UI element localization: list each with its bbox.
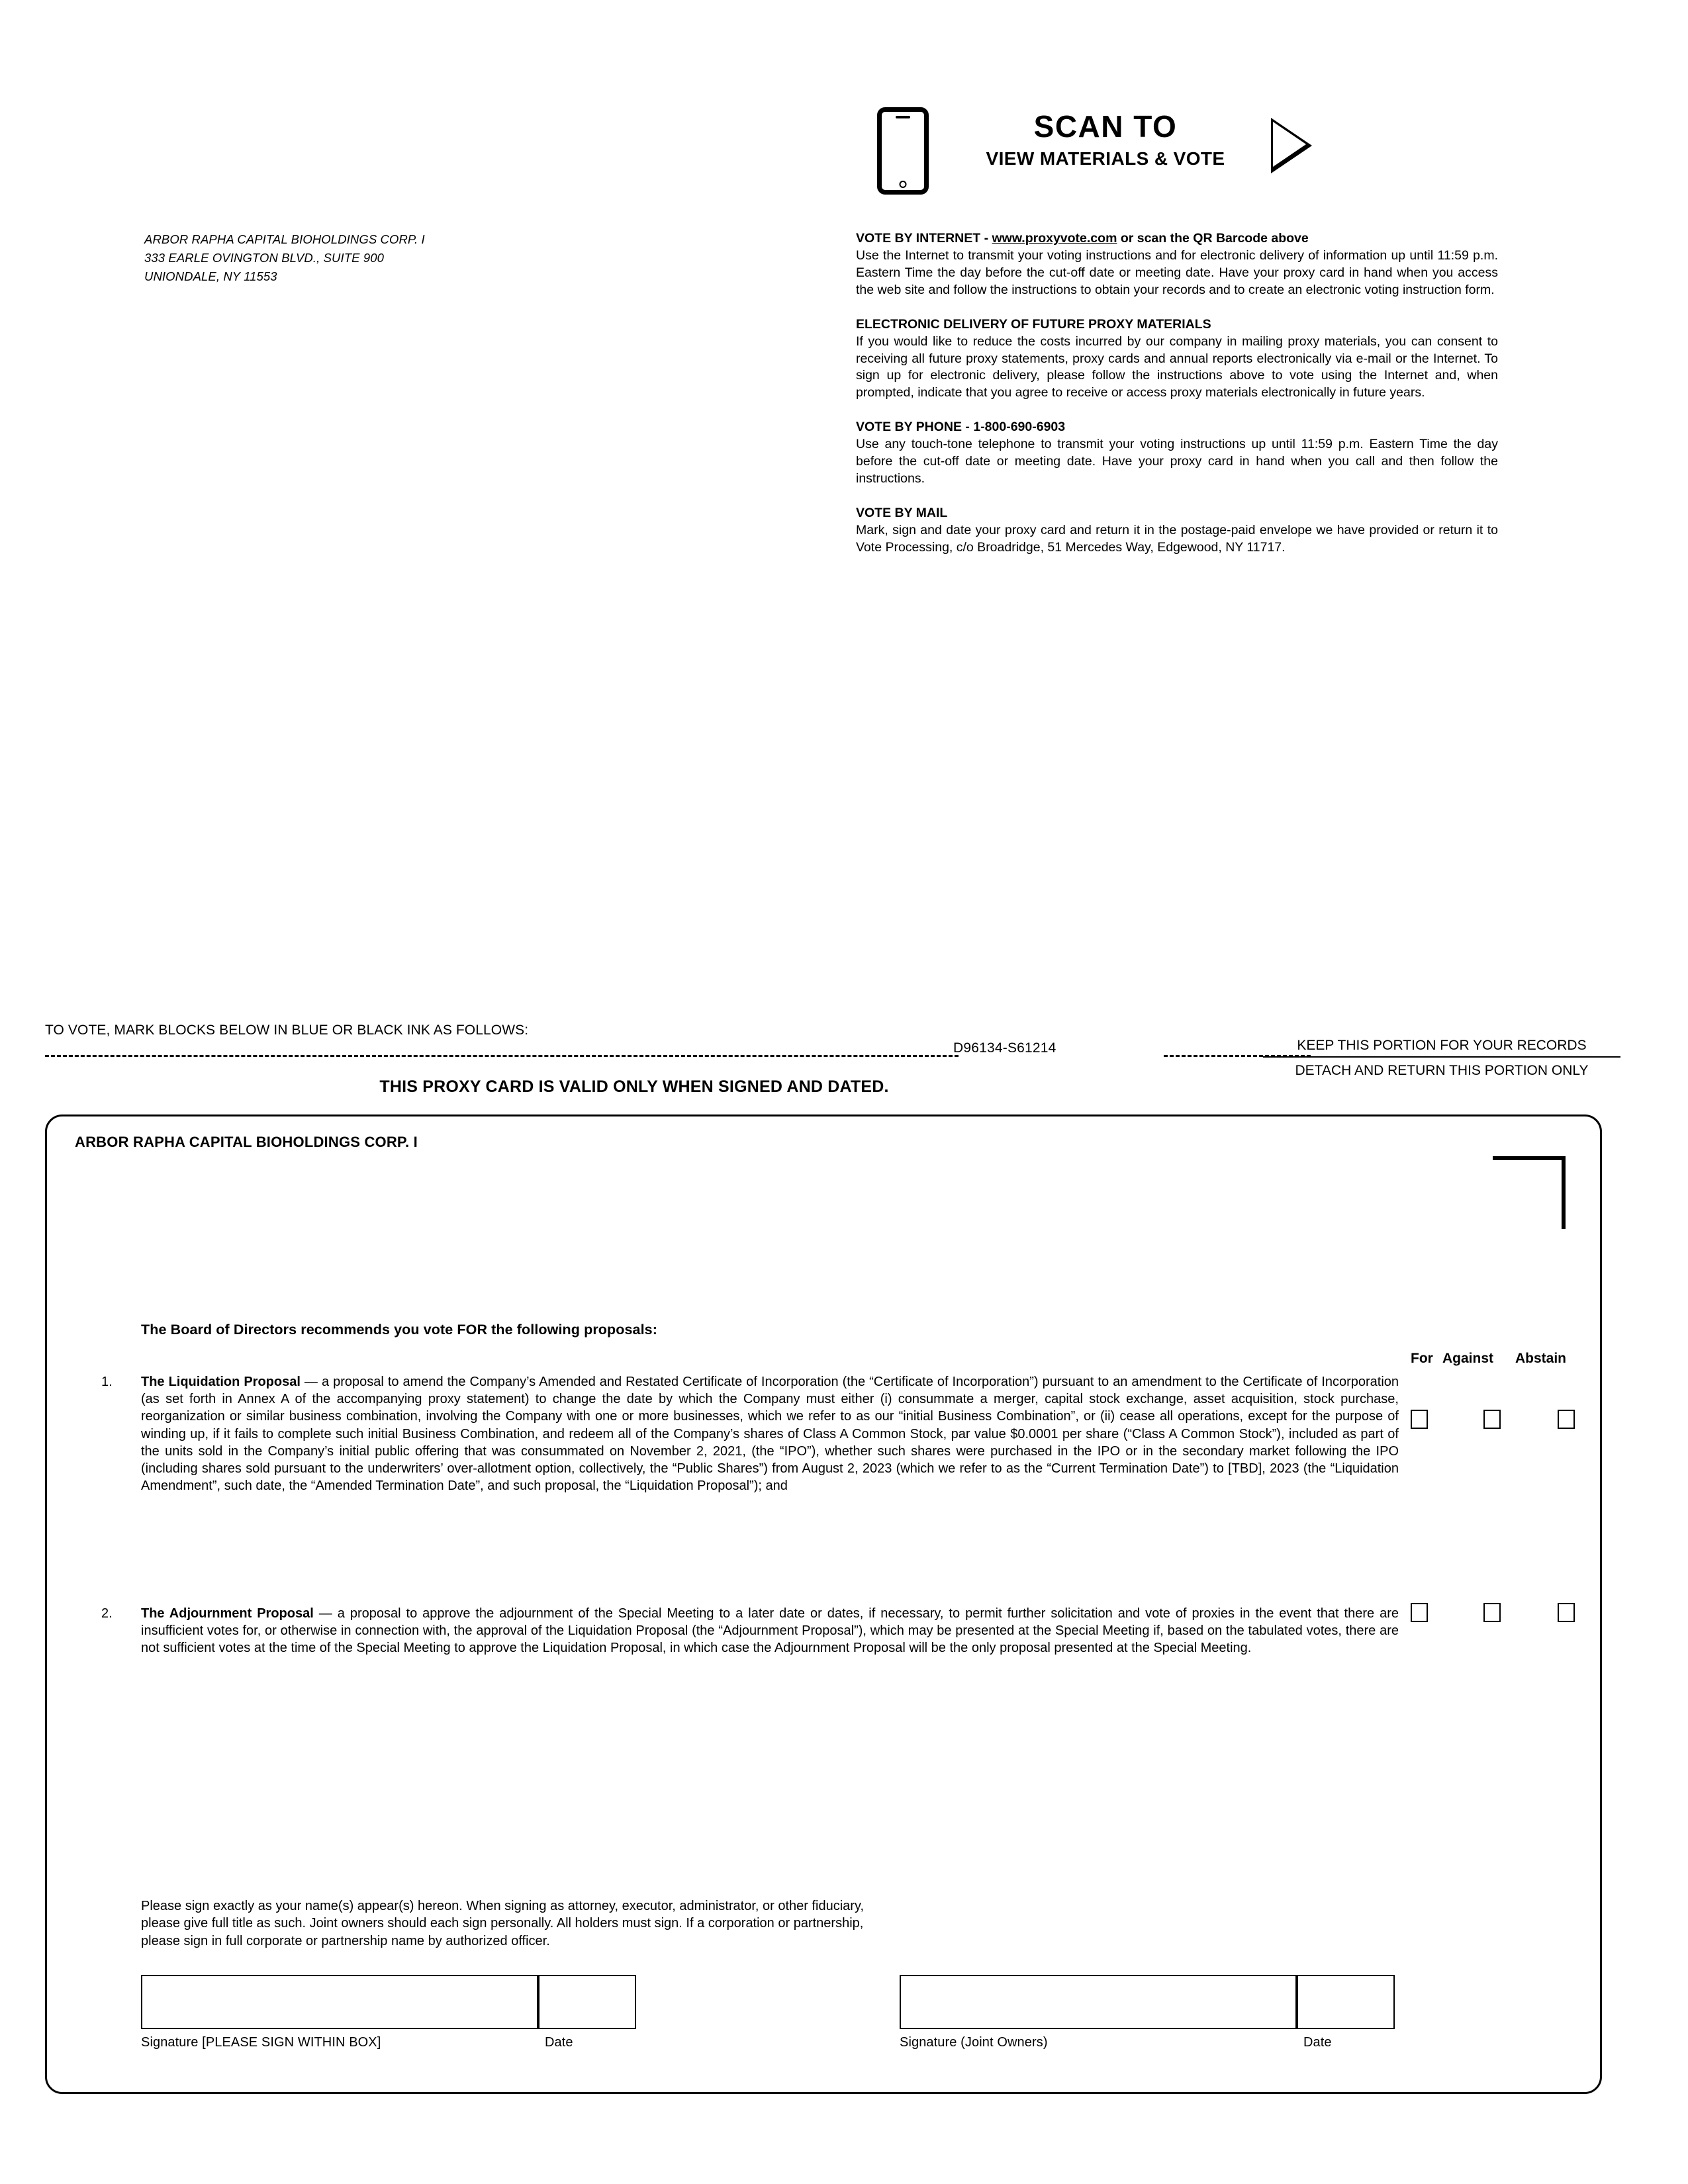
keep-portion-label: KEEP THIS PORTION FOR YOUR RECORDS — [1263, 1038, 1620, 1058]
proposal-2-abstain-checkbox[interactable] — [1558, 1603, 1575, 1622]
proposal-1-against-checkbox[interactable] — [1483, 1410, 1501, 1429]
detach-portion-label: DETACH AND RETURN THIS PORTION ONLY — [1295, 1063, 1589, 1078]
vote-by-internet-heading-suffix: or scan the QR Barcode above — [1117, 231, 1309, 246]
scan-to-vote-text — [950, 111, 1261, 168]
electronic-delivery-section — [856, 316, 1498, 402]
scan-title: SCAN TO — [1033, 109, 1178, 144]
vote-by-phone-section — [856, 419, 1498, 488]
vote-by-mail-section — [856, 505, 1498, 557]
mailing-address — [144, 230, 541, 285]
smartphone-icon — [877, 107, 929, 195]
valid-when-signed-label: THIS PROXY CARD IS VALID ONLY WHEN SIGNED AND DATED. — [379, 1077, 889, 1096]
signature-joint-date-label: Date — [1303, 2035, 1332, 2050]
signature-joint-date-field[interactable] — [1297, 1975, 1395, 2029]
column-header-abstain: Abstain — [1515, 1351, 1567, 1366]
proxyvote-url[interactable]: www.proxyvote.com — [992, 231, 1117, 246]
vote-by-internet-heading — [856, 230, 1498, 248]
mark-blocks-instruction: TO VOTE, MARK BLOCKS BELOW IN BLUE OR BLACK INK AS FOLLOWS: — [45, 1023, 529, 1038]
proposal-2-against-checkbox[interactable] — [1483, 1603, 1501, 1622]
proxy-card — [45, 1115, 1602, 2094]
proposal-2-text: — a proposal to approve the adjournment of the Special Meeting to a later date or dates, if necessary, to permit further solicitation and vote of proxies in the event that there are insufficient votes for, or otherwise in connection with, the approval of the Liquidation Proposal (the “Adjournment Proposal”), which may be presented at the Special Meeting if, based on the tabulated votes, there are not sufficient votes at the time of the Special Meeting to approve the Liquidation Proposal, in which case the Adjournment Proposal will be the only proposal presented at the Special Meeting. — [141, 1606, 1399, 1656]
alignment-corner-mark — [1493, 1156, 1566, 1229]
vote-by-mail-body: Mark, sign and date your proxy card and return it in the postage-paid envelope we have provided or return it to Vote Processing, c/o Broadridge, 51 Mercedes Way, Edgewood, NY 11717. — [856, 522, 1498, 555]
signature-date-field[interactable] — [538, 1975, 636, 2029]
address-line-2: 333 EARLE OVINGTON BLVD., SUITE 900 — [144, 250, 385, 265]
signature-date-label: Date — [545, 2035, 573, 2050]
proposal-1 — [101, 1373, 1399, 1494]
proposal-1-title: The Liquidation Proposal — [141, 1375, 301, 1389]
proposal-1-vote-boxes — [1411, 1410, 1609, 1430]
vote-by-mail-heading: VOTE BY MAIL — [856, 505, 948, 520]
address-line-1: ARBOR RAPHA CAPITAL BIOHOLDINGS CORP. I — [144, 232, 425, 246]
vote-by-internet-section — [856, 230, 1498, 299]
signature-field[interactable] — [141, 1975, 538, 2029]
control-number: D96134-S61214 — [953, 1040, 1056, 1056]
board-recommendation: The Board of Directors recommends you vote FOR the following proposals: — [141, 1322, 657, 1338]
scan-subtitle: VIEW MATERIALS & VOTE — [986, 148, 1225, 169]
signature-label: Signature [PLEASE SIGN WITHIN BOX] — [141, 2035, 381, 2050]
dashed-line-left — [45, 1055, 959, 1057]
electronic-delivery-body: If you would like to reduce the costs incurred by our company in mailing proxy materials, you can consent to receiving all future proxy statements, proxy cards and annual reports electronically via e-mail or the Internet. To sign up for electronic delivery, please follow the instructions above to vote using the Internet and, when prompted, indicate that you agree to receive or access proxy materials electronically in future years. — [856, 334, 1498, 400]
column-header-for: For — [1411, 1351, 1433, 1366]
signature-instructions: Please sign exactly as your name(s) appear(s) hereon. When signing as attorney, executor, administrator, or other fiduciary, please give full title as such. Joint owners should each sign personally. All holders must sign. If a corporation or partnership, please sign in full corporate or partnership name by authorized officer. — [141, 1899, 865, 1948]
proposal-2-for-checkbox[interactable] — [1411, 1603, 1428, 1622]
signature-joint-field[interactable] — [900, 1975, 1297, 2029]
proposal-1-text: — a proposal to amend the Company’s Amended and Restated Certificate of Incorporation (the “Certificate of Incorporation”) pursuant to an amendment to the Certificate of Incorporation (as set forth in Annex A of the accompanying proxy statement) to change the date by which the Company must either (i) consummate a merger, capital stock exchange, asset acquisition, stock purchase, reorganization or similar business combination, involving the Company with one or more businesses, which we refer to as our “initial Business Combination”, or (ii) cease all operations, except for the purpose of winding up, if it fails to complete such initial Business Combination, and redeem all of the Company’s shares of Class A Common Stock, par value $0.0001 per share (“Class A Common Stock”), included as part of the units sold in the Company’s initial public offering that was consummated on November 2, 2021, (the “IPO”), whether such shares were purchased in the IPO or in the secondary market following the IPO (including shares sold pursuant to the underwriters’ over-allotment option, collectively, the “Public Shares”) from August 2, 2023 (which we refer to as the “Current Termination Date”) to [TBD], 2023 (the “Liquidation Amendment”, such date, the “Amended Termination Date”, and such proposal, the “Liquidation Proposal”); and — [141, 1375, 1399, 1494]
proposal-2-number: 2. — [101, 1606, 113, 1621]
voting-instructions — [856, 230, 1498, 557]
vote-by-internet-body: Use the Internet to transmit your voting instructions and for electronic delivery of information up until 11:59 p.m. Eastern Time the day before the cut-off date or meeting date. Have your proxy card in hand when you access the web site and follow the instructions to obtain your records and to create an electronic voting instruction form. — [856, 248, 1498, 297]
card-company-name: ARBOR RAPHA CAPITAL BIOHOLDINGS CORP. I — [75, 1134, 418, 1150]
proposal-2-title: The Adjournment Proposal — [141, 1606, 314, 1621]
proposal-1-number: 1. — [101, 1375, 113, 1389]
proposal-1-abstain-checkbox[interactable] — [1558, 1410, 1575, 1429]
electronic-delivery-heading: ELECTRONIC DELIVERY OF FUTURE PROXY MATERIALS — [856, 316, 1211, 332]
column-header-against: Against — [1442, 1351, 1494, 1366]
proposal-1-for-checkbox[interactable] — [1411, 1410, 1428, 1429]
proposal-2-vote-boxes — [1411, 1603, 1609, 1623]
vote-by-internet-heading-prefix: VOTE BY INTERNET - — [856, 231, 992, 246]
signature-joint-label: Signature (Joint Owners) — [900, 2035, 1048, 2050]
play-arrow-icon-inner — [1273, 122, 1306, 167]
proposal-2 — [101, 1605, 1399, 1657]
vote-by-phone-body: Use any touch-tone telephone to transmit your voting instructions up until 11:59 p.m. Eastern Time the day before the cut-off date or meeting date. Have your proxy card in hand when you call and then follow the instructions. — [856, 437, 1498, 486]
scan-to-vote-banner — [877, 106, 1340, 199]
address-line-3: UNIONDALE, NY 11553 — [144, 269, 277, 283]
vote-by-phone-heading: VOTE BY PHONE - 1-800-690-6903 — [856, 420, 1066, 435]
